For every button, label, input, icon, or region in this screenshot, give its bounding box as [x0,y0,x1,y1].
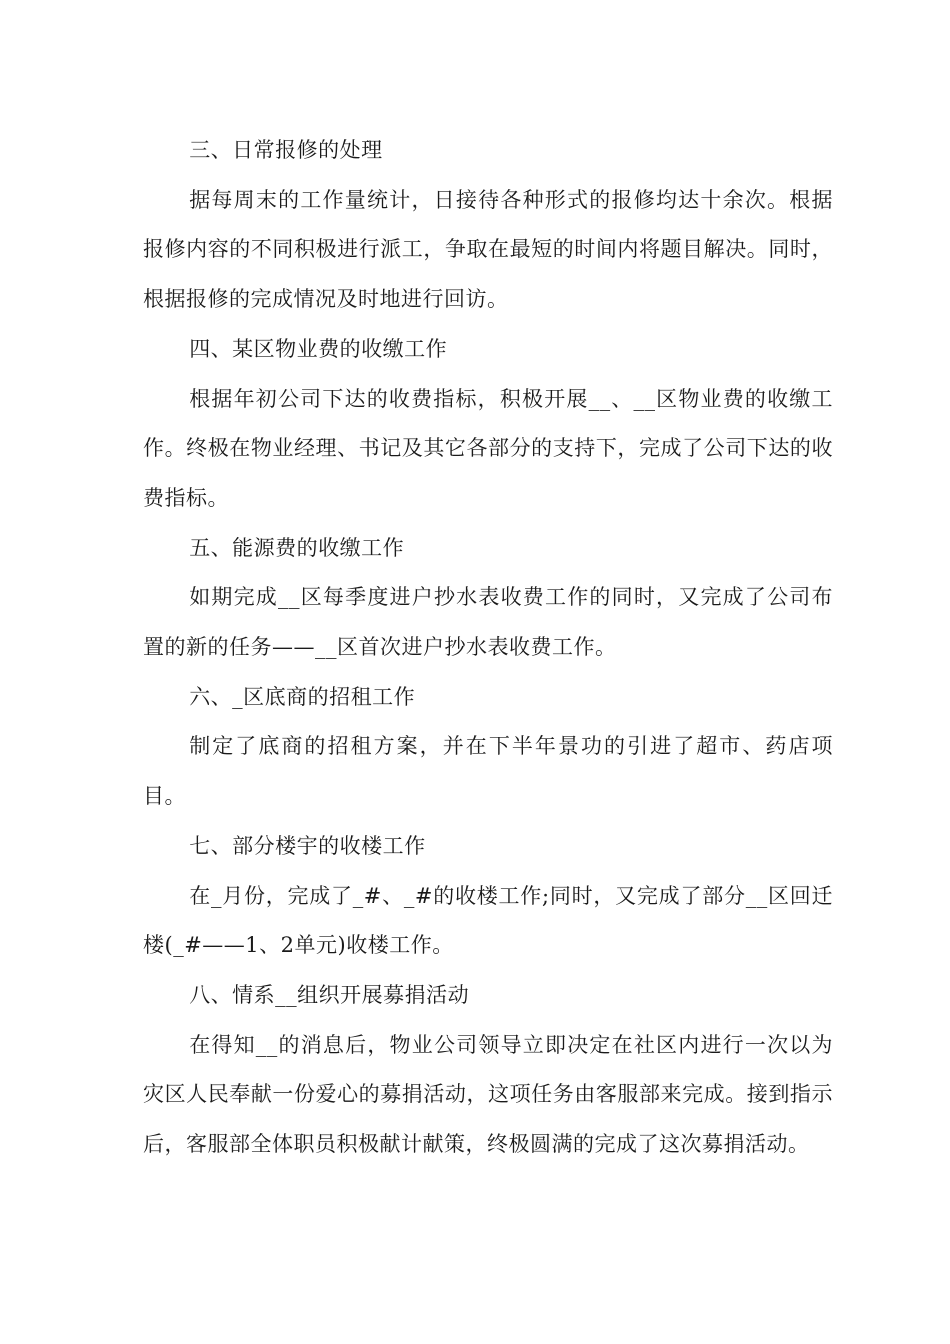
section-heading-7: 七、部分楼宇的收楼工作 [189,833,426,858]
section-body-4: 根据年初公司下达的收费指标，积极开展__、__区物业费的收缴工作。终极在物业经理、书记及其它各部分的支持下，完成了公司下达的收费指标。 [143,386,833,510]
section-body-6: 制定了底商的招租方案，并在下半年景功的引进了超市、药店项目。 [143,734,833,809]
section-heading-5: 五、能源费的收缴工作 [189,535,405,560]
section-body-8: 在得知__的消息后，物业公司领导立即决定在社区内进行一次以为灾区人民奉献一份爱心的募捐活动，这项任务由客服部来完成。接到指示后，客服部全体职员积极献计献策，终极圆满的完成了这次募捐活动。 [143,1032,833,1157]
section-body-3: 据每周末的工作量统计，日接待各种形式的报修均达十余次。根据报修内容的不同积极进行派工，争取在最短的时间内将题目解决。同时，根据报修的完成情况及时地进行回访。 [143,187,833,312]
section-heading-6: 六、_区底商的招租工作 [189,684,416,709]
section-heading-4: 四、某区物业费的收缴工作 [189,336,448,361]
section-heading-8: 八、情系__组织开展募捐活动 [189,982,470,1007]
document-page [143,126,833,1170]
section-body-7: 在_月份，完成了_#、_#的收楼工作;同时，又完成了部分__区回迁楼(_#——1、2单元)收楼工作。 [143,883,833,958]
section-body-5: 如期完成__区每季度进户抄水表收费工作的同时，又完成了公司布置的新的任务——__区首次进户抄水表收费工作。 [143,585,833,660]
section-heading-3: 三、日常报修的处理 [189,138,383,162]
